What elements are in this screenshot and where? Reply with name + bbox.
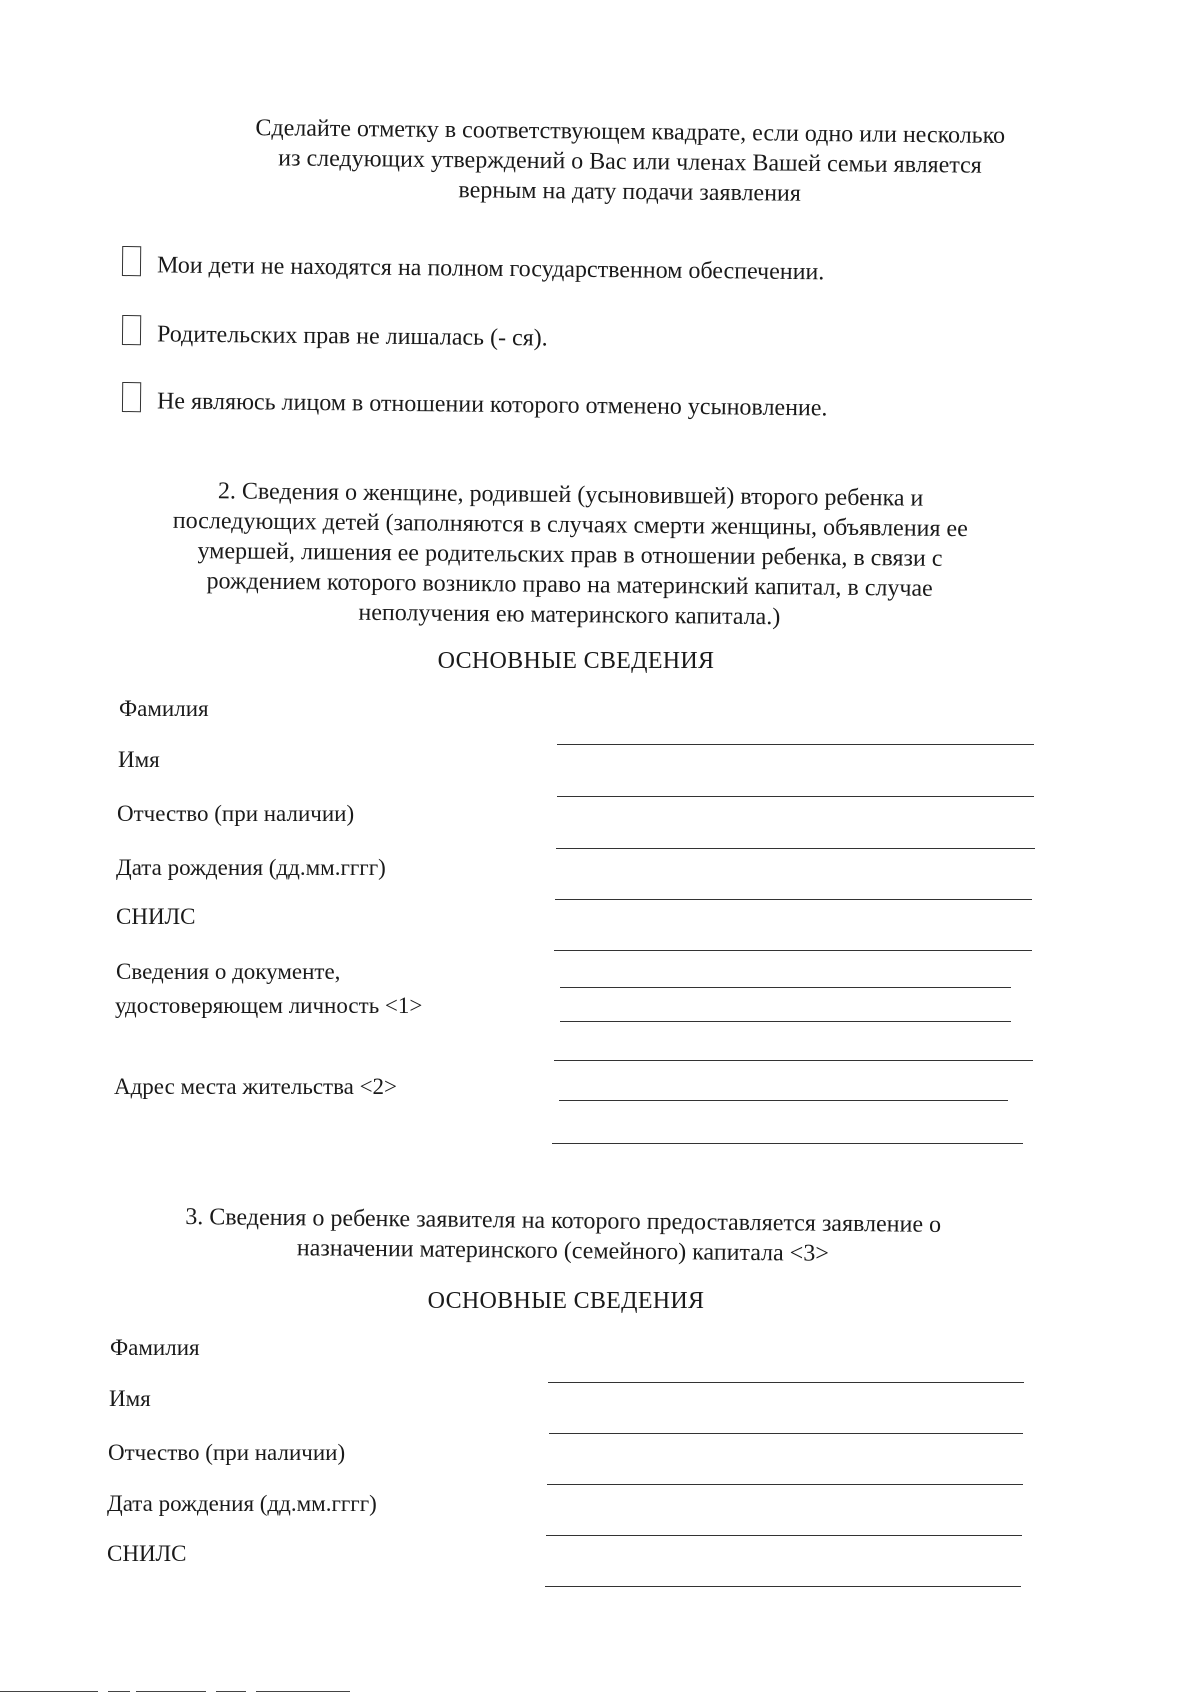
s2-name-label: Имя — [118, 747, 160, 772]
s2-address-line-1[interactable] — [554, 1060, 1033, 1061]
s3-name-line[interactable] — [549, 1433, 1023, 1434]
s3-snils-label: СНИЛС — [107, 1541, 187, 1566]
section-2-line-4: рождением которого возникло право на материнский капитал, в случае — [206, 568, 933, 602]
s2-id-doc-line-1[interactable] — [560, 987, 1011, 988]
s2-address-label: Адрес места жительства <2> — [114, 1074, 398, 1099]
section-2-subheading: ОСНОВНЫЕ СВЕДЕНИЯ — [437, 648, 715, 674]
checkbox-adoption[interactable] — [122, 382, 141, 412]
section-2-line-5: неполучения ею материнского капитала.) — [358, 599, 781, 631]
s3-patronymic-label: Отчество (при наличии) — [108, 1440, 346, 1465]
footnote-separator-1 — [0, 1691, 98, 1692]
checkbox-label-adoption: Не являюсь лицом в отношении которого отменено усыновление. — [156, 388, 828, 422]
footnote-separator-5 — [256, 1691, 350, 1692]
s2-surname-line[interactable] — [557, 744, 1034, 745]
instructions-line-2: из следующих утверждений о Вас или членах Вашей семьи является — [278, 145, 982, 179]
section-3-subheading: ОСНОВНЫЕ СВЕДЕНИЯ — [427, 1288, 705, 1314]
instructions-text — [180, 112, 1081, 211]
s3-birthdate-label: Дата рождения (дд.мм.гггг) — [107, 1491, 377, 1516]
s2-patronymic-label: Отчество (при наличии) — [117, 801, 355, 826]
checkbox-label-children: Мои дети не находятся на полном государственном обеспечении. — [156, 252, 825, 286]
section-2-line-1: 2. Сведения о женщине, родившей (усыновившей) второго ребенка и — [217, 478, 924, 512]
checkbox-parental-rights[interactable] — [122, 315, 141, 345]
footnote-separator-2 — [108, 1691, 130, 1692]
section-2-line-3: умершей, лишения ее родительских прав в отношении ребенка, в связи с — [197, 538, 943, 572]
s3-birthdate-line[interactable] — [546, 1535, 1022, 1536]
s2-id-doc-label-2: удостоверяющем личность <1> — [115, 993, 423, 1018]
section-3-line-1: 3. Сведения о ребенке заявителя на которого предоставляется заявление о — [185, 1204, 942, 1238]
s3-patronymic-line[interactable] — [547, 1484, 1023, 1485]
s2-snils-line[interactable] — [554, 950, 1032, 951]
s2-name-line[interactable] — [557, 796, 1034, 797]
instructions-line-1: Сделайте отметку в соответствующем квадрате, если одно или несколько — [255, 115, 1006, 149]
instructions-line-3: верным на дату подачи заявления — [458, 177, 802, 207]
section-2-line-2: последующих детей (заполняются в случаях смерти женщины, объявления ее — [172, 507, 968, 543]
s2-surname-label: Фамилия — [119, 696, 209, 721]
s2-address-line-3[interactable] — [552, 1143, 1023, 1144]
section-2-title — [119, 475, 1021, 634]
s2-address-line-2[interactable] — [559, 1100, 1008, 1101]
s2-patronymic-line[interactable] — [556, 848, 1035, 849]
s2-birthdate-label: Дата рождения (дд.мм.гггг) — [116, 855, 386, 880]
checkbox-label-parental-rights: Родительских прав не лишалась (- ся). — [156, 321, 548, 352]
section-3-title — [113, 1201, 1014, 1270]
footnote-separator-4 — [216, 1691, 246, 1692]
s2-snils-label: СНИЛС — [116, 904, 196, 929]
footnote-separator-3 — [136, 1691, 206, 1692]
s3-surname-label: Фамилия — [110, 1335, 200, 1360]
s3-snils-line[interactable] — [545, 1586, 1021, 1587]
s2-birthdate-line[interactable] — [555, 899, 1032, 900]
section-3-line-2: назначении материнского (семейного) капитала <3> — [296, 1235, 829, 1267]
s2-id-doc-line-2[interactable] — [560, 1021, 1011, 1022]
s3-name-label: Имя — [109, 1386, 151, 1411]
checkbox-children[interactable] — [122, 246, 141, 276]
s3-surname-line[interactable] — [548, 1382, 1024, 1383]
s2-id-doc-label-1: Сведения о документе, — [116, 959, 341, 984]
